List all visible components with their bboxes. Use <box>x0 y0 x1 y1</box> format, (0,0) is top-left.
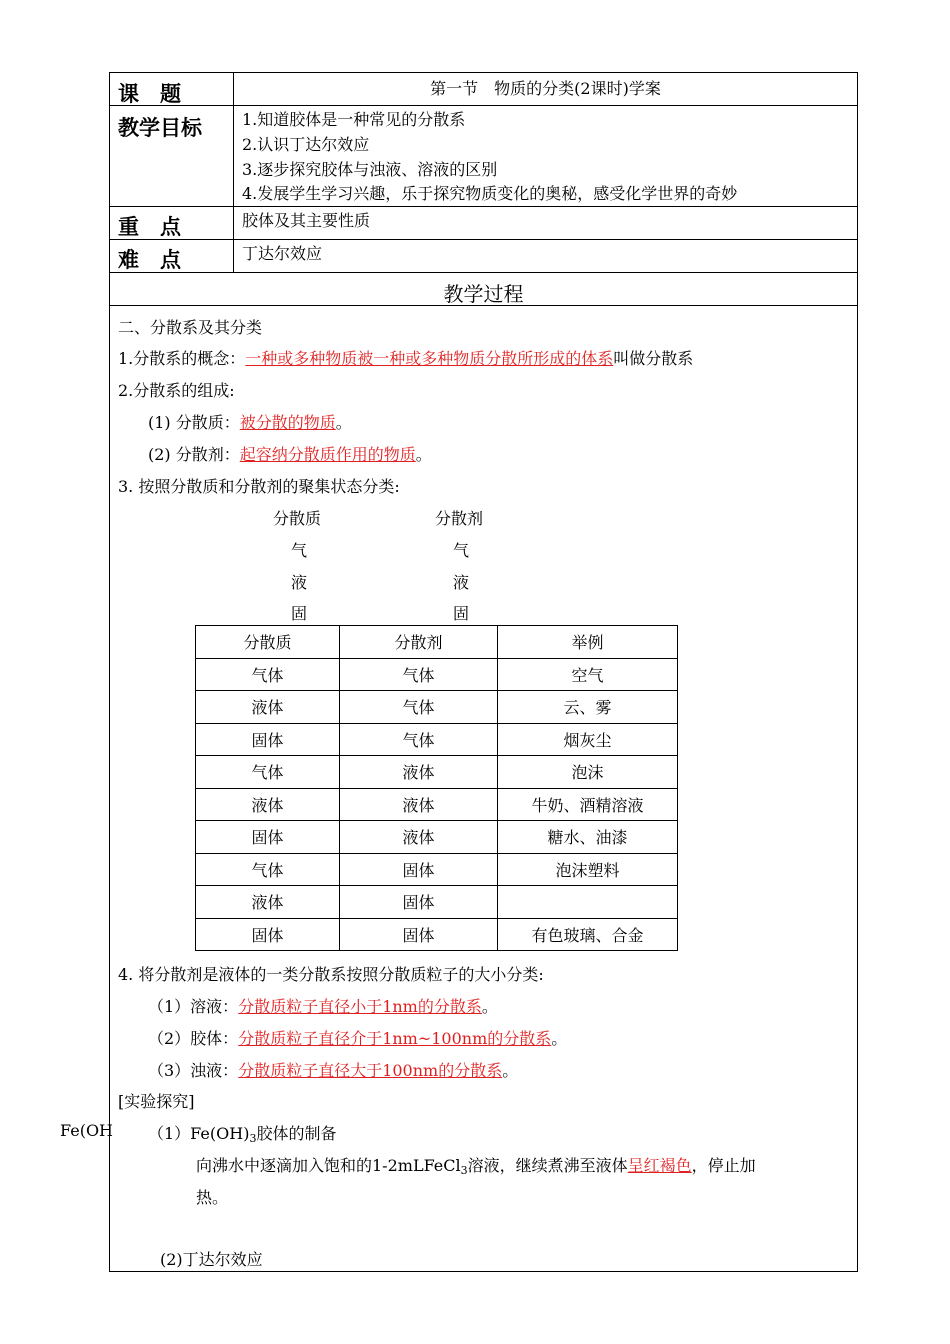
state-item: 液 <box>291 573 308 592</box>
difficulty-value: 丁达尔效应 <box>242 244 323 263</box>
table-cell: 固体 <box>340 886 498 919</box>
table-cell: 云、雾 <box>498 691 678 724</box>
table-row <box>196 723 678 756</box>
size-suspension-line <box>148 1058 518 1081</box>
size-suffix: 。 <box>551 1029 568 1048</box>
tyndall-title: (2)丁达尔效应 <box>160 1250 263 1269</box>
section-title: 二、分散系及其分类 <box>118 318 263 337</box>
state-item: 气 <box>291 541 308 560</box>
subscript: 3 <box>460 1164 468 1177</box>
table-row <box>196 821 678 854</box>
table-cell: 固体 <box>340 853 498 886</box>
column-divider <box>233 72 234 272</box>
divider <box>109 239 858 240</box>
table-row <box>196 658 678 691</box>
prep-step-continuation: 热。 <box>196 1188 229 1207</box>
divider <box>109 272 858 273</box>
goals-label: 教学目标 <box>118 116 202 140</box>
size-suffix: 。 <box>502 1061 519 1080</box>
table-row <box>196 691 678 724</box>
topic-value: 第一节 物质的分类(2课时)学案 <box>430 79 661 98</box>
composition-title: 2.分散系的组成: <box>118 381 235 400</box>
prep-step-text: 向沸水中逐滴加入饱和的1-2mLFeCl <box>196 1156 461 1175</box>
table-cell: 泡沫塑料 <box>498 853 678 886</box>
dispersion-table <box>195 625 678 951</box>
table-header-cell: 举例 <box>498 626 678 659</box>
solvent-answer: 起容纳分散质作用的物质 <box>239 445 416 464</box>
size-suffix: 。 <box>481 997 498 1016</box>
solute-line <box>148 410 352 433</box>
prep-answer: 呈红褐色 <box>627 1156 692 1175</box>
concept-answer: 一种或多种物质被一种或多种物质分散所形成的体系 <box>245 349 614 368</box>
state-header-solvent: 分散剂 <box>435 509 484 528</box>
table-cell <box>498 886 678 919</box>
prep-title-text: 胶体的制备 <box>256 1124 337 1143</box>
table-cell: 气体 <box>196 853 340 886</box>
table-cell: 固体 <box>196 723 340 756</box>
solvent-suffix: 。 <box>415 445 432 464</box>
table-header-row <box>196 626 678 659</box>
state-item: 固 <box>291 604 308 623</box>
size-title: 4. 将分散剂是液体的一类分散系按照分散质粒子的大小分类: <box>118 965 544 984</box>
goal-item: 4.发展学生学习兴趣，乐于探究物质变化的奥秘，感受化学世界的奇妙 <box>242 184 738 203</box>
state-item: 固 <box>453 604 470 623</box>
table-header-cell: 分散剂 <box>340 626 498 659</box>
table-cell: 气体 <box>340 658 498 691</box>
table-cell: 气体 <box>196 658 340 691</box>
table-row <box>196 886 678 919</box>
prep-step-text: ，停止加 <box>691 1156 756 1175</box>
process-title: 教学过程 <box>443 282 524 306</box>
table-cell: 糖水、油漆 <box>498 821 678 854</box>
size-solution-line <box>148 994 498 1017</box>
key-point-label: 重 点 <box>118 215 181 239</box>
size-answer: 分散质粒子直径介于1nm~100nm的分散系 <box>238 1029 552 1048</box>
concept-suffix: 叫做分散系 <box>613 349 694 368</box>
table-cell: 牛奶、酒精溶液 <box>498 788 678 821</box>
prep-title-text: （1）Fe(OH) <box>148 1124 250 1143</box>
table-cell: 气体 <box>196 756 340 789</box>
margin-note: Fe(OH <box>60 1121 114 1140</box>
prep-title <box>148 1121 336 1145</box>
table-cell: 液体 <box>340 821 498 854</box>
solvent-prefix: (2) 分散剂： <box>148 445 240 464</box>
table-row <box>196 756 678 789</box>
table-cell: 液体 <box>196 788 340 821</box>
table-cell: 气体 <box>340 691 498 724</box>
table-cell: 气体 <box>340 723 498 756</box>
key-point-value: 胶体及其主要性质 <box>242 211 371 230</box>
experiment-title: [实验探究] <box>118 1092 195 1111</box>
table-cell: 液体 <box>196 886 340 919</box>
solute-prefix: (1) 分散质： <box>148 413 240 432</box>
size-colloid-line <box>148 1026 567 1049</box>
divider <box>109 206 858 207</box>
table-cell: 有色玻璃、合金 <box>498 918 678 951</box>
table-cell: 固体 <box>196 821 340 854</box>
concept-prefix: 1.分散系的概念： <box>118 349 246 368</box>
classify-title: 3. 按照分散质和分散剂的聚集状态分类: <box>118 477 400 496</box>
table-cell: 泡沫 <box>498 756 678 789</box>
size-prefix: （3）浊液： <box>148 1061 239 1080</box>
size-prefix: （1）溶液： <box>148 997 239 1016</box>
difficulty-label: 难 点 <box>118 248 181 272</box>
table-row <box>196 853 678 886</box>
solute-suffix: 。 <box>335 413 352 432</box>
table-cell: 固体 <box>196 918 340 951</box>
concept-line <box>118 346 693 369</box>
state-item: 液 <box>453 573 470 592</box>
size-answer: 分散质粒子直径小于1nm的分散系 <box>238 997 482 1016</box>
goal-item: 1.知道胶体是一种常见的分散系 <box>242 110 466 129</box>
subscript: 3 <box>249 1132 257 1145</box>
goal-item: 2.认识丁达尔效应 <box>242 135 370 154</box>
table-cell: 烟灰尘 <box>498 723 678 756</box>
solute-answer: 被分散的物质 <box>239 413 336 432</box>
table-row <box>196 788 678 821</box>
table-cell: 液体 <box>340 756 498 789</box>
table-cell: 固体 <box>340 918 498 951</box>
size-prefix: （2）胶体： <box>148 1029 239 1048</box>
prep-step-text: 溶液，继续煮沸至液体 <box>467 1156 628 1175</box>
divider <box>109 105 858 106</box>
state-header-solute: 分散质 <box>273 509 322 528</box>
topic-label: 课 题 <box>118 82 181 106</box>
table-cell: 液体 <box>196 691 340 724</box>
goal-item: 3.逐步探究胶体与浊液、溶液的区别 <box>242 160 498 179</box>
table-header-cell: 分散质 <box>196 626 340 659</box>
prep-step-line <box>196 1153 756 1177</box>
size-answer: 分散质粒子直径大于100nm的分散系 <box>238 1061 503 1080</box>
state-item: 气 <box>453 541 470 560</box>
solvent-line <box>148 442 432 465</box>
table-row <box>196 918 678 951</box>
table-cell: 空气 <box>498 658 678 691</box>
table-cell: 液体 <box>340 788 498 821</box>
